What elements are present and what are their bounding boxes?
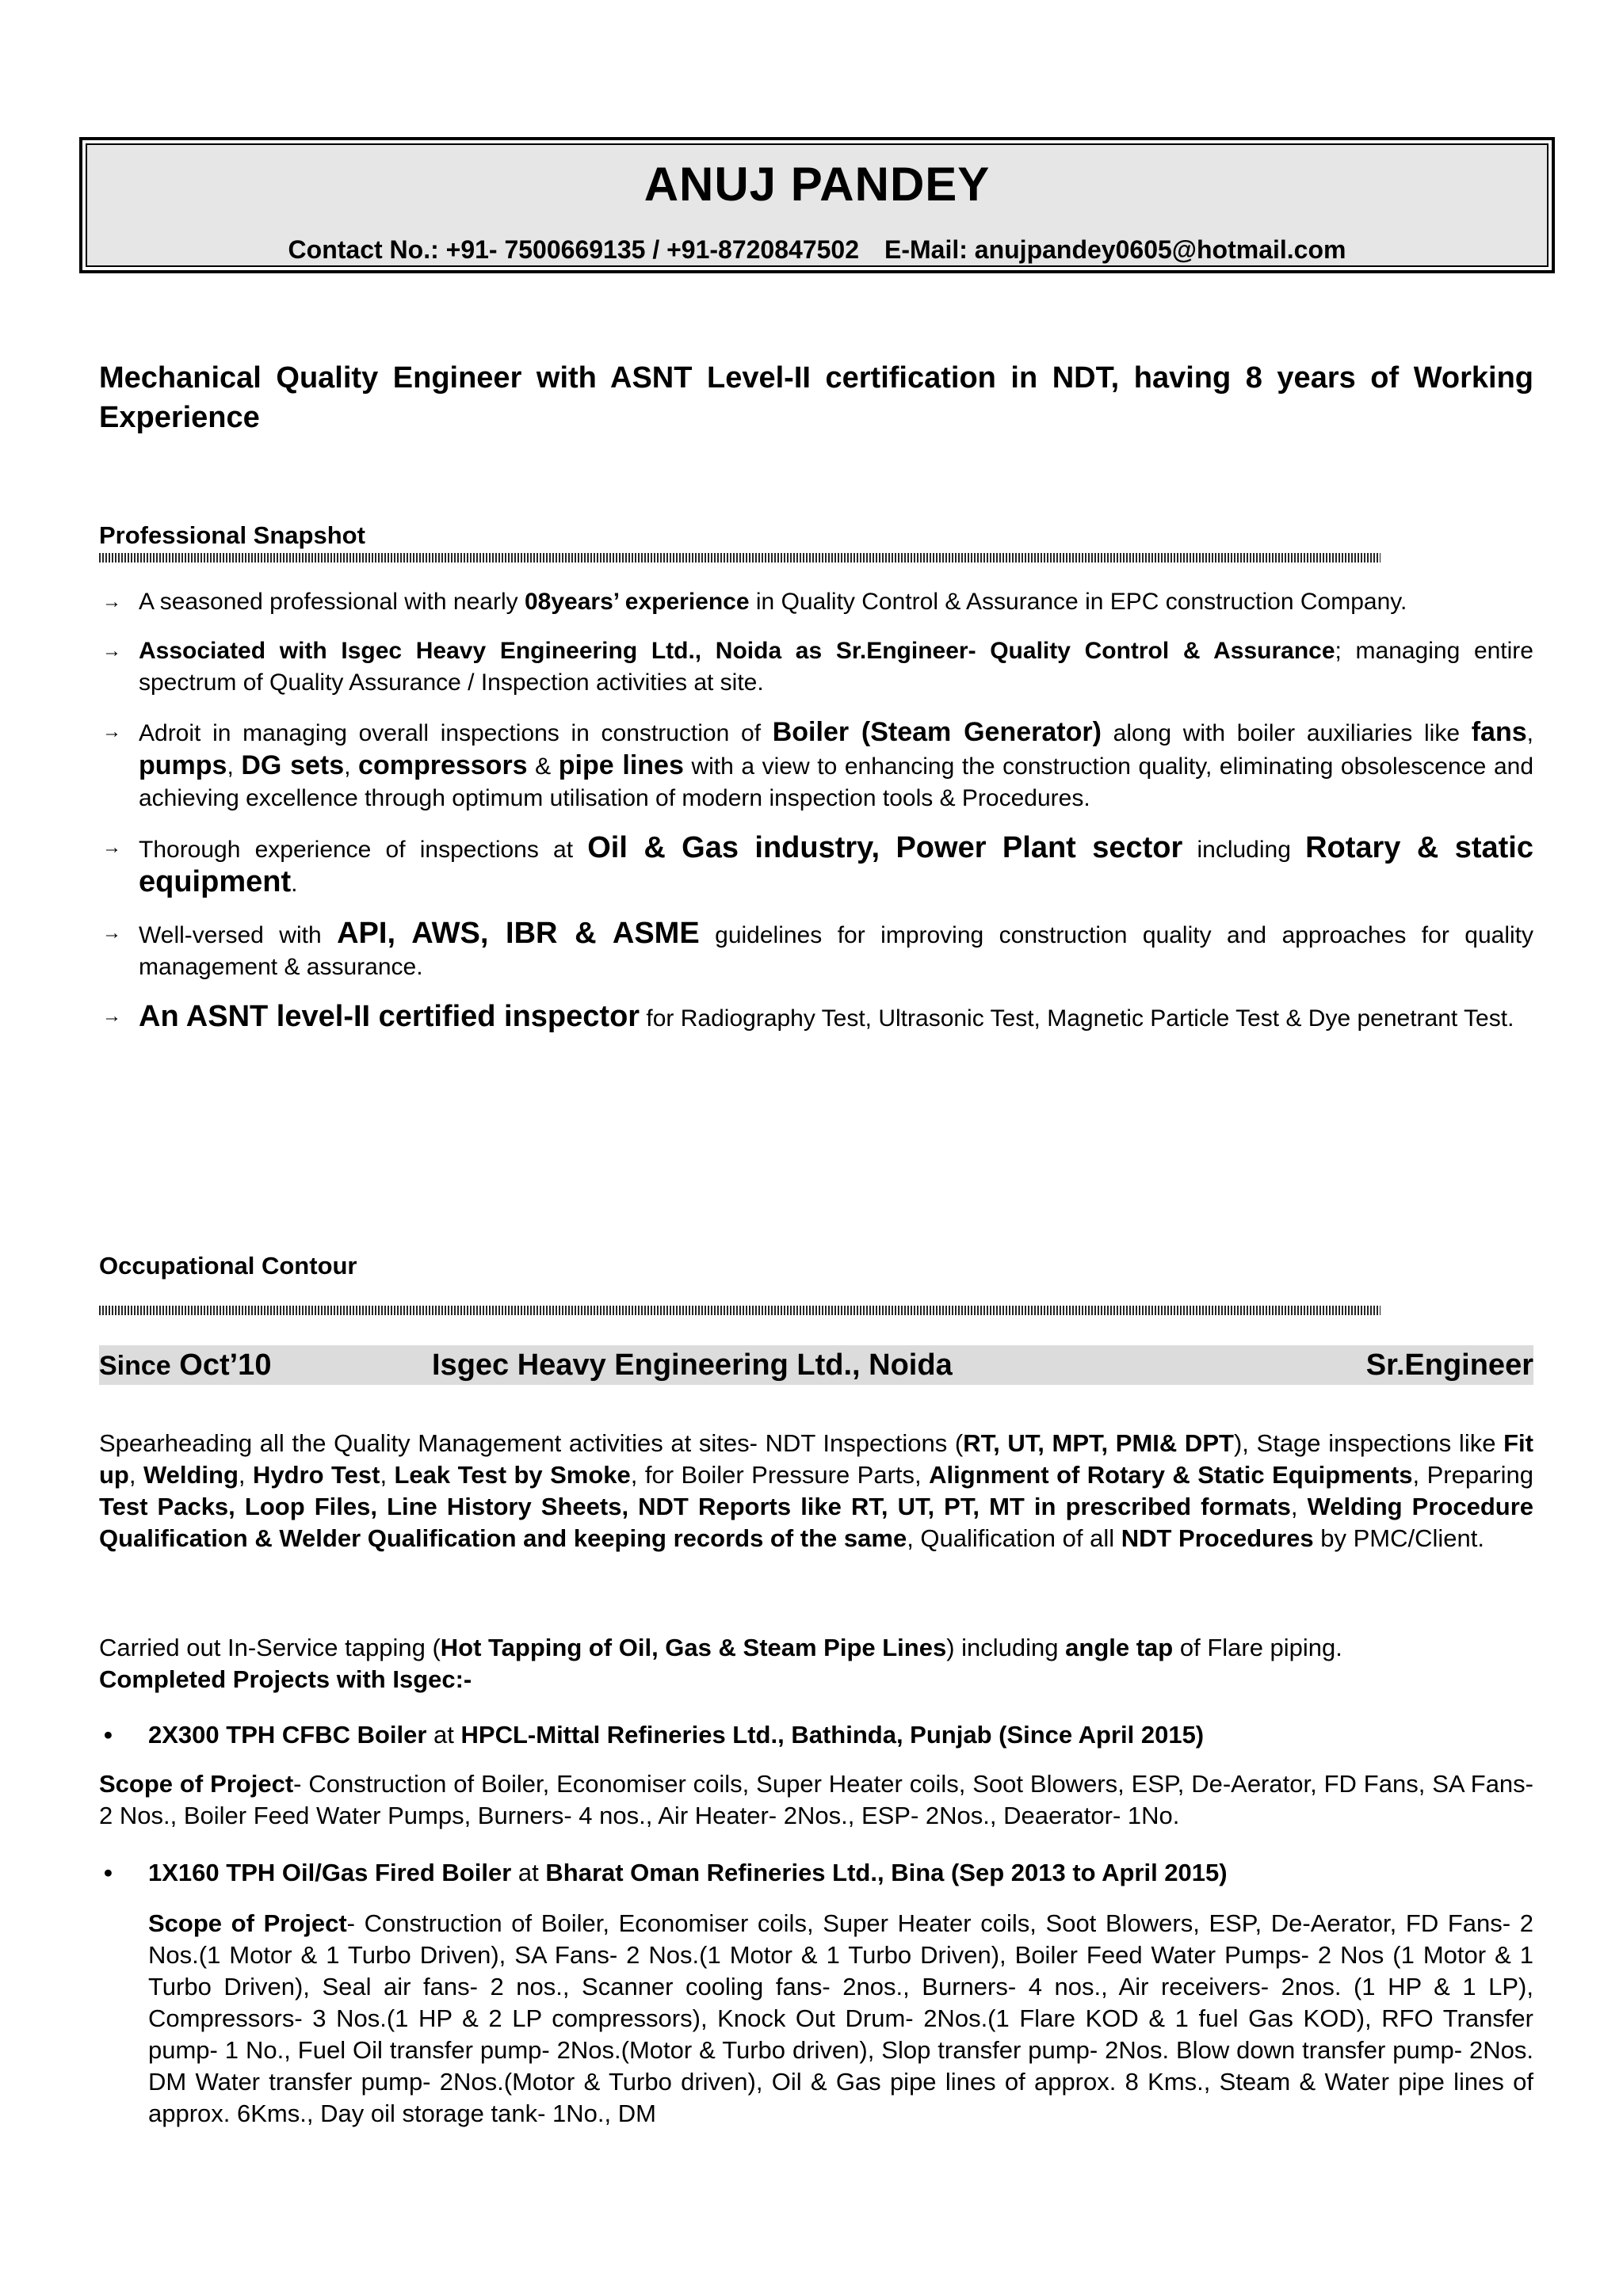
project-scope — [99, 1768, 1533, 1832]
hot-tapping-paragraph — [99, 1632, 1533, 1695]
snapshot-item — [99, 917, 1533, 983]
keyword: Rotary & static equipment — [139, 831, 1533, 898]
section-title-occupation: Occupational Contour — [99, 1252, 357, 1280]
bold-text: Welding Procedure Qualification & Welder Qualification and keeping records of the same — [99, 1493, 1533, 1552]
project-client: Bharat Oman Refineries Ltd., Bina (Sep 2013 to April 2015) — [545, 1859, 1228, 1886]
bold-text: RT, UT, MPT, PMI& DPT — [963, 1429, 1234, 1457]
header-inner — [86, 143, 1549, 267]
text: , — [380, 1461, 395, 1489]
text: , — [128, 1461, 143, 1489]
text: at — [426, 1721, 461, 1749]
snapshot-list — [99, 586, 1533, 1052]
section-divider — [99, 1306, 1381, 1315]
text: , — [1290, 1493, 1308, 1520]
bold-text: Fit up — [99, 1429, 1533, 1489]
bold-text: Hydro Test — [252, 1461, 380, 1489]
text: Carried out In-Service tapping ( — [99, 1634, 441, 1661]
arrow-bullet-icon: → — [102, 591, 121, 612]
arrow-bullet-icon: → — [102, 837, 121, 858]
snapshot-item — [99, 832, 1533, 900]
keyword: fans — [1471, 717, 1527, 747]
snapshot-item — [99, 716, 1533, 814]
text: including — [1182, 837, 1306, 863]
arrow-bullet-icon: → — [102, 640, 121, 662]
text: Spearheading all the Quality Management activities at sites- NDT Inspections ( — [99, 1429, 964, 1457]
text: ; managing entire spectrum of Quality Assurance / Inspection activities at site. — [139, 638, 1533, 696]
keyword: An ASNT level-II certified inspector — [139, 1000, 640, 1033]
completed-projects-heading: Completed Projects with Isgec:- — [99, 1665, 472, 1693]
bold-text: Leak Test by Smoke — [394, 1461, 631, 1489]
text: , for Boiler Pressure Parts, — [630, 1461, 930, 1489]
bold-text: Welding — [143, 1461, 239, 1489]
snapshot-item — [99, 1001, 1533, 1035]
keyword: DG sets — [241, 750, 345, 780]
project-scope — [148, 1908, 1533, 2130]
arrow-bullet-icon: → — [102, 1005, 121, 1027]
text: at — [511, 1859, 546, 1886]
job-company: Isgec Heavy Engineering Ltd., Noida — [432, 1348, 953, 1382]
arrow-bullet-icon: → — [102, 721, 121, 742]
bold-text: Test Packs, Loop Files, Line History Sheets, NDT Reports like RT, UT, PT, MT in prescribed formats — [99, 1493, 1291, 1520]
text: by PMC/Client. — [1313, 1524, 1484, 1552]
text: Adroit in managing overall inspections in construction of — [139, 720, 773, 746]
text: , — [1526, 720, 1533, 746]
text: Thorough experience of inspections at — [139, 837, 588, 863]
keyword: pipe lines — [558, 750, 684, 780]
bold-text: Alignment of Rotary & Static Equipments — [929, 1461, 1413, 1489]
since-date: Oct’10 — [170, 1348, 272, 1382]
text: with a view to enhancing the construction quality, eliminating obsolescence and achieving excellence through optimum utilisation of modern inspection tools & Procedures. — [139, 753, 1533, 811]
section-title-snapshot: Professional Snapshot — [99, 521, 365, 549]
snapshot-item — [99, 586, 1533, 618]
bold-text: Associated with Isgec Heavy Engineering Ltd., Noida as Sr.Engineer- Quality Control & Assurance — [139, 638, 1335, 664]
section-divider — [99, 553, 1381, 563]
snapshot-item — [99, 635, 1533, 699]
keyword: compressors — [358, 750, 528, 780]
keyword: Boiler (Steam Generator) — [772, 717, 1102, 747]
text: of Flare piping. — [1173, 1634, 1342, 1661]
since-label: Since — [99, 1351, 171, 1381]
responsibilities-paragraph — [99, 1428, 1533, 1554]
keyword: pumps — [139, 750, 227, 780]
text: along with boiler auxiliaries like — [1101, 720, 1472, 746]
text: , Preparing — [1412, 1461, 1533, 1489]
job-row — [99, 1345, 1533, 1385]
text: , Qualification of all — [907, 1524, 1121, 1552]
text: in Quality Control & Assurance in EPC construction Company. — [749, 589, 1407, 615]
keyword: Oil & Gas industry, Power Plant sector — [587, 831, 1183, 864]
profile-headline: Mechanical Quality Engineer with ASNT Level-II certification in NDT, having 8 years of Working Experience — [99, 361, 1533, 434]
bold-text: NDT Procedures — [1121, 1524, 1314, 1552]
arrow-bullet-icon: → — [102, 922, 121, 944]
text: . — [291, 871, 298, 897]
text: for Radiography Test, Ultrasonic Test, Magnetic Particle Test & Dye penetrant Test. — [640, 1005, 1514, 1032]
scope-label: Scope of Project — [99, 1770, 294, 1798]
bold-text: angle tap — [1065, 1634, 1174, 1661]
text: & — [527, 753, 559, 780]
job-since — [99, 1345, 271, 1386]
project-line — [148, 1857, 1228, 1889]
text: , — [227, 753, 242, 780]
bullet-dot-icon: • — [104, 1859, 113, 1886]
text: Well-versed with — [139, 922, 338, 948]
header-box — [79, 137, 1555, 273]
scope-text: - Construction of Boiler, Economiser coils, Super Heater coils, Soot Blowers, ESP, De-Aerator, FD Fans- 2 Nos.(1 Motor & 1 Turbo Driven), SA Fans- 2 Nos.(1 Motor & 1 Turbo Driven), Boiler Feed Water Pumps- 2 Nos (1 Motor & 1 Turbo Driven), Seal air fans- 2 nos., Scanner cooling fans- 2nos., Burners- 4 nos., Air receivers- 2nos. (1 HP & 1 LP), Compressors- 3 Nos.(1 HP & 2 LP compressors), Knock Out Drum- 2Nos.(1 Flare KOD & 1 fuel Gas KOD), RFO Transfer pump- 1 No., Fuel Oil transfer pump- 2Nos.(Motor & Turbo driven), Slop transfer pump- 2Nos. Blow down transfer pump- 2Nos. DM Water transfer pump- 2Nos.(Motor & Turbo driven), Oil & Gas pipe lines of approx. 8 Kms., Steam & Water pipe lines of approx. 6Kms., Day oil storage tank- 1No., DM — [148, 1909, 1533, 2127]
candidate-name: ANUJ PANDEY — [643, 158, 991, 211]
text: ) including — [946, 1634, 1066, 1661]
text: guidelines for improving construction quality and approaches for quality management & assurance. — [139, 922, 1533, 980]
project-line — [148, 1719, 1204, 1751]
scope-label: Scope of Project — [148, 1909, 347, 1937]
text: ), Stage inspections like — [1233, 1429, 1504, 1457]
bullet-dot-icon: • — [104, 1721, 113, 1749]
project-name: 1X160 TPH Oil/Gas Fired Boiler — [148, 1859, 512, 1886]
bold-text: Hot Tapping of Oil, Gas & Steam Pipe Lines — [440, 1634, 947, 1661]
keyword: API, AWS, IBR & ASME — [337, 917, 700, 950]
job-role: Sr.Engineer — [1365, 1348, 1533, 1382]
bold-text: 08years’ experience — [524, 589, 750, 615]
text: , — [344, 753, 359, 780]
text: , — [238, 1461, 253, 1489]
project-client: HPCL-Mittal Refineries Ltd., Bathinda, Punjab (Since April 2015) — [460, 1721, 1205, 1749]
text: A seasoned professional with nearly — [139, 589, 525, 615]
scope-text: - Construction of Boiler, Economiser coils, Super Heater coils, Soot Blowers, ESP, De-Aerator, FD Fans, SA Fans- 2 Nos., Boiler Feed Water Pumps, Burners- 4 nos., Air Heater- 2Nos., ESP- 2Nos., Deaerator- 1No. — [99, 1770, 1534, 1829]
contact-line: Contact No.: +91- 7500669135 / +91-8720847502 E-Mail: anujpandey0605@hotmail.com — [288, 235, 1346, 264]
project-name: 2X300 TPH CFBC Boiler — [148, 1721, 427, 1749]
